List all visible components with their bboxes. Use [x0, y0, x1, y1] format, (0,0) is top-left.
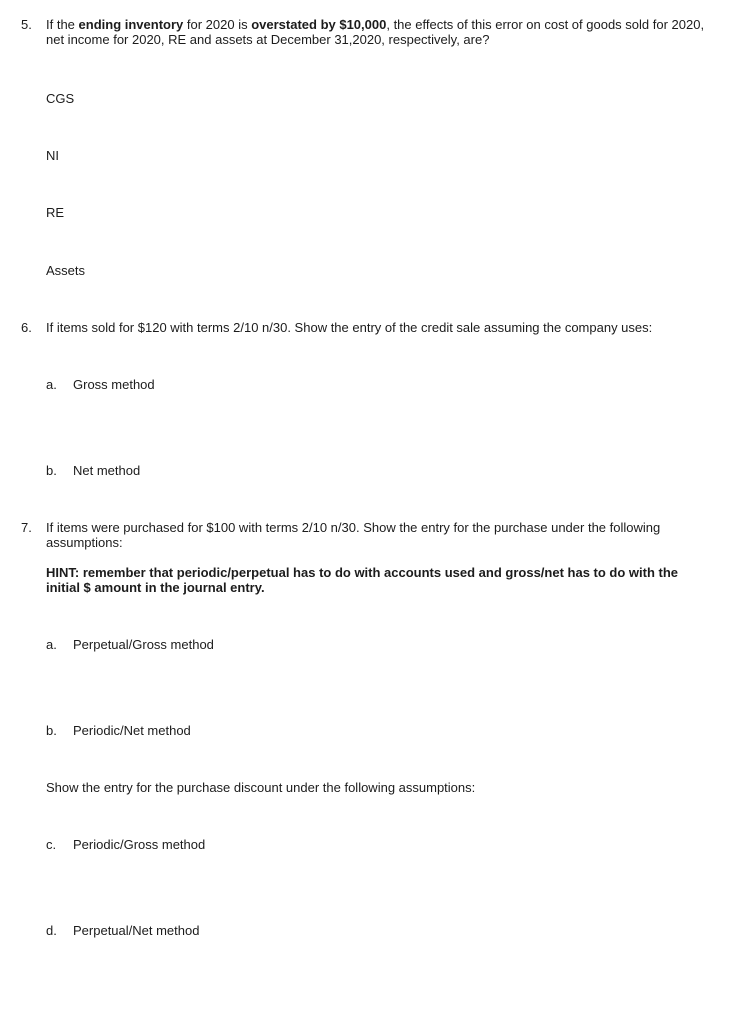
q6-option-b-label: Net method — [73, 463, 141, 478]
question-7-text: If items were purchased for $100 with terms 2/10 n/30. Show the entry for the purchase under the following assumptions: — [46, 520, 661, 550]
q5-text-pre: If the — [46, 17, 79, 32]
q7-option-a-letter: a. — [46, 637, 57, 652]
question-5-number: 5. — [21, 17, 32, 32]
q6-option-a-label: Gross method — [73, 377, 155, 392]
q7-discount-intro: Show the entry for the purchase discount under the following assumptions: — [46, 780, 476, 795]
q5-item-cgs: CGS — [46, 91, 75, 106]
q5-bold-ending-inventory: ending inventory — [78, 17, 184, 32]
q5-text-mid2: , the effects of this error on cost of goods sold for 2020, net income for 2020, RE and assets at December 31,2020, respectively, are? — [46, 17, 705, 47]
q7-hint: HINT: remember that periodic/perpetual has to do with accounts used and gross/net has to do with the initial $ amount in the journal entry. — [46, 565, 679, 595]
q7-option-a-label: Perpetual/Gross method — [73, 637, 214, 652]
q6-option-a-letter: a. — [46, 377, 57, 392]
q5-item-assets: Assets — [46, 263, 86, 278]
q7-option-d-letter: d. — [46, 923, 57, 938]
question-6-text: If items sold for $120 with terms 2/10 n/30. Show the entry of the credit sale assuming the company uses: — [46, 320, 653, 335]
q7-option-d-label: Perpetual/Net method — [73, 923, 200, 938]
q5-bold-overstated: overstated by $10,000 — [251, 17, 387, 32]
q7-option-c-letter: c. — [46, 837, 57, 852]
q5-text-mid1: for 2020 is — [183, 17, 252, 32]
question-7-number: 7. — [21, 520, 32, 535]
question-5-text — [46, 17, 706, 47]
question-6-number: 6. — [21, 320, 32, 335]
q5-item-ni: NI — [46, 148, 59, 163]
q6-option-b-letter: b. — [46, 463, 57, 478]
q7-option-b-label: Periodic/Net method — [73, 723, 191, 738]
q7-option-b-letter: b. — [46, 723, 57, 738]
q7-option-c-label: Periodic/Gross method — [73, 837, 206, 852]
q5-item-re: RE — [46, 205, 65, 220]
